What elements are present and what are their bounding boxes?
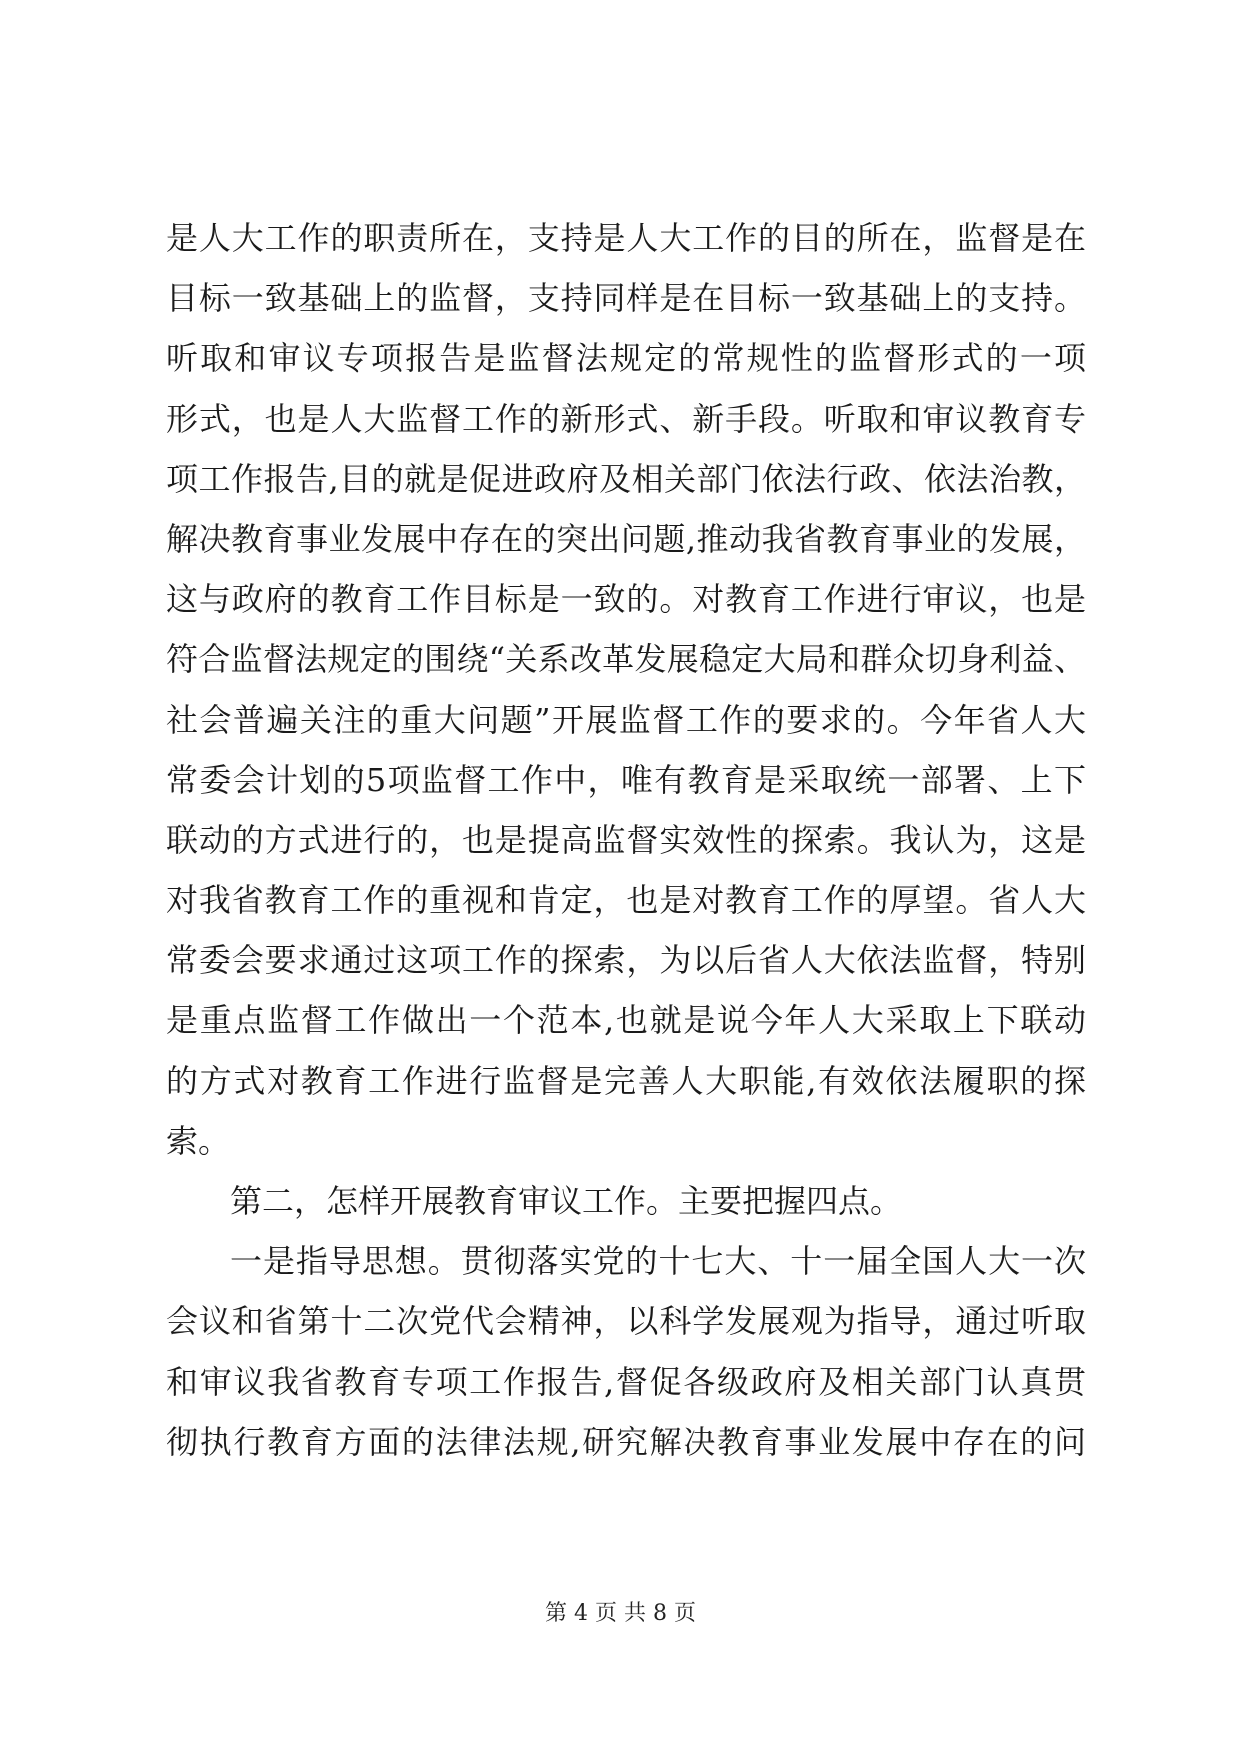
text-line: 这与政府的教育工作目标是一致的。对教育工作进行审议，也是 xyxy=(166,580,1086,619)
text-line: 会议和省第十二次党代会精神，以科学发展观为指导，通过听取 xyxy=(166,1302,1086,1341)
text-line: 常委会要求通过这项工作的探索，为以后省人大依法监督，特别 xyxy=(166,941,1086,980)
text-line: 是人大工作的职责所在，支持是人大工作的目的所在，监督是在 xyxy=(166,219,1086,257)
text-line: 彻执行教育方面的法律法规,研究解决教育事业发展中存在的问 xyxy=(166,1422,1086,1461)
text-line: 联动的方式进行的，也是提高监督实效性的探索。我认为，这是 xyxy=(166,820,1086,859)
text-line: 解决教育事业发展中存在的突出问题,推动我省教育事业的发展， xyxy=(166,519,1086,558)
text-line: 对我省教育工作的重视和肯定，也是对教育工作的厚望。省人大 xyxy=(166,881,1086,920)
text-line: 的方式对教育工作进行监督是完善人大职能,有效依法履职的探 xyxy=(166,1061,1086,1100)
text-line: 目标一致基础上的监督，支持同样是在目标一致基础上的支持。 xyxy=(166,279,1086,318)
text-line: 和审议我省教育专项工作报告,督促各级政府及相关部门认真贯 xyxy=(166,1362,1086,1401)
text-line: 符合监督法规定的围绕“关系改革发展稳定大局和群众切身利益、 xyxy=(166,640,1086,679)
text-line: 索。 xyxy=(166,1121,231,1160)
text-line: 项工作报告,目的就是促进政府及相关部门依法行政、依法治教， xyxy=(166,459,1086,498)
text-line: 一是指导思想。贯彻落实党的十七大、十一届全国人大一次 xyxy=(230,1242,1086,1281)
text-line: 听取和审议专项报告是监督法规定的常规性的监督形式的一项 xyxy=(166,339,1086,378)
text-line: 第二，怎样开展教育审议工作。主要把握四点。 xyxy=(230,1182,903,1220)
text-line: 社会普遍关注的重大问题”开展监督工作的要求的。今年省人大 xyxy=(166,700,1086,739)
text-line: 常委会计划的5项监督工作中，唯有教育是采取统一部署、上下 xyxy=(166,760,1086,799)
text-line: 形式，也是人大监督工作的新形式、新手段。听取和审议教育专 xyxy=(166,399,1086,438)
page-footer: 第 4 页 共 8 页 xyxy=(545,1601,696,1626)
text-line: 是重点监督工作做出一个范本,也就是说今年人大采取上下联动 xyxy=(166,1001,1086,1040)
body-text xyxy=(166,208,1086,1472)
